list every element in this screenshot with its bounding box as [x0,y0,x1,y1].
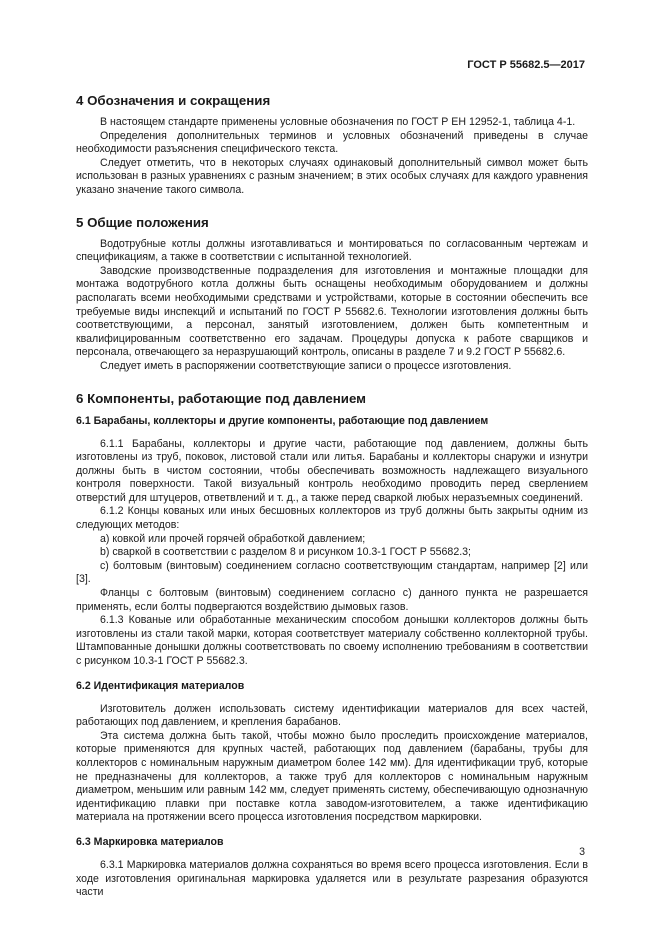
section-6-title: 6 Компоненты, работающие под давлением [76,390,366,406]
page-content [76,92,588,900]
clause-6-3-1: 6.3.1 Маркировка материалов должна сохраняться во время всего процесса изготовления. Если в ходе изготовления оригинальная маркировка удаляется или в результате разрезания образуются части [76,858,588,899]
section-5-title: 5 Общие положения [76,214,209,230]
section-5-paragraph: Следует иметь в распоряжении соответствующие записи о процессе изготовления. [100,359,512,372]
clause-6-1-3: 6.1.3 Кованые или обработанные механическим способом донышки коллекторов должны быть изготовлены из стали такой марки, которая соответствует материалу собственно коллекторной трубы. Штампованные донышки должны соответствовать по своему исполнению требованиям в соответствии с рисунком 10.3-1 ГОСТ Р 55682.3. [76,614,588,667]
subsection-6-1-title: 6.1 Барабаны, коллекторы и другие компоненты, работающие под давлением [76,414,489,427]
clause-6-1-2-item-b: b) сваркой в соответствии с разделом 8 и рисунком 10.3-1 ГОСТ Р 55682.3; [100,546,471,559]
clause-6-1-2-item-a: а) ковкой или прочей горячей обработкой давлением; [100,532,366,545]
subsection-6-3-title: 6.3 Маркировка материалов [76,835,224,848]
section-4-paragraph: Определения дополнительных терминов и условных обозначений приведены в случае необходимости разъяснения специфического текста. [76,129,588,156]
clause-6-1-2-note: Фланцы с болтовым (винтовым) соединением согласно с) данного пункта не разрешается применять, если болты подвергаются воздействию дымовых газов. [76,587,588,613]
clause-6-1-2-item-c: c) болтовым (винтовым) соединением согласно соответствующим стандартам, например [2] или [3]. [76,559,588,586]
section-5-paragraph: Водотрубные котлы должны изготавливаться и монтироваться по согласованным чертежам и спецификациям, а также в соответствии с испытанной технологией. [76,237,588,264]
clause-6-1-2: 6.1.2 Концы кованых или иных бесшовных коллекторов из труб должны быть закрыты одним из следующих методов: [76,505,588,532]
section-4-paragraph: Следует отметить, что в некоторых случаях одинаковый дополнительный символ может быть использован в разных уравнениях с разным значением; в этих особых случаях для каждого уравнения указано значение такого символа. [76,156,588,196]
section-5-paragraph: Заводские производственные подразделения для изготовления и монтажные площадки для монтажа водотрубного котла должны быть оснащены необходимым оборудованием и должны располагать всеми необходимыми средствами и устройствами, которые в состоянии обеспечить все требуемые виды инспекций и испытаний по ГОСТ Р 55682.6. Технологии изготовления должны быть соответствующими, а персонал, занятый изготовлением, должен быть компетентным и квалифицированным соответственно его задачам. Процедуры допуска к работе сварщиков и персонала, отвечающего за неразрушающий контроль, описаны в разделе 7 и 9.2 ГОСТ Р 55682.6. [76,264,588,359]
subsection-6-2-paragraph: Изготовитель должен использовать систему идентификации материалов для всех частей, работающих под давлением, и крепления барабанов. [76,702,588,729]
section-4-title: 4 Обозначения и сокращения [76,93,271,108]
section-4-paragraph: В настоящем стандарте применены условные обозначения по ГОСТ Р ЕН 12952-1, таблица 4-1. [100,116,576,128]
subsection-6-2-title: 6.2 Идентификация материалов [76,679,245,692]
page-number: 3 [579,846,585,858]
document-number: ГОСТ Р 55682.5—2017 [467,59,585,71]
subsection-6-2-paragraph: Эта система должна быть такой, чтобы можно было проследить происхождение материалов, которые применяются для крупных частей, работающих под давлением (барабаны, трубы для коллекторов с номинальным наружным диаметром более 142 мм). Для идентификации труб, которые не предназначены для коллекторов, а также труб для коллекторов с номинальным наружным диаметром, меньшим или равным 142 мм, следует применять систему, обеспечивающую однозначную идентификацию плавки при поставке котла заводом-изготовителем, а также идентификацию материала на протяжении всего процесса изготовления посредством маркировки. [76,729,588,824]
clause-6-1-1: 6.1.1 Барабаны, коллекторы и другие части, работающие под давлением, должны быть изготовлены из труб, поковок, листовой стали или литья. Барабаны и коллекторы снаружи и изнутри должны быть в чистом состоянии, чтобы обеспечивать возможность надлежащего визуального контроля поверхности. Такой визуальный контроль необходимо проводить перед сверлением отверстий для штуцеров, ответвлений и т. д., а также перед сваркой любых неразъемных соединений. [76,437,588,504]
